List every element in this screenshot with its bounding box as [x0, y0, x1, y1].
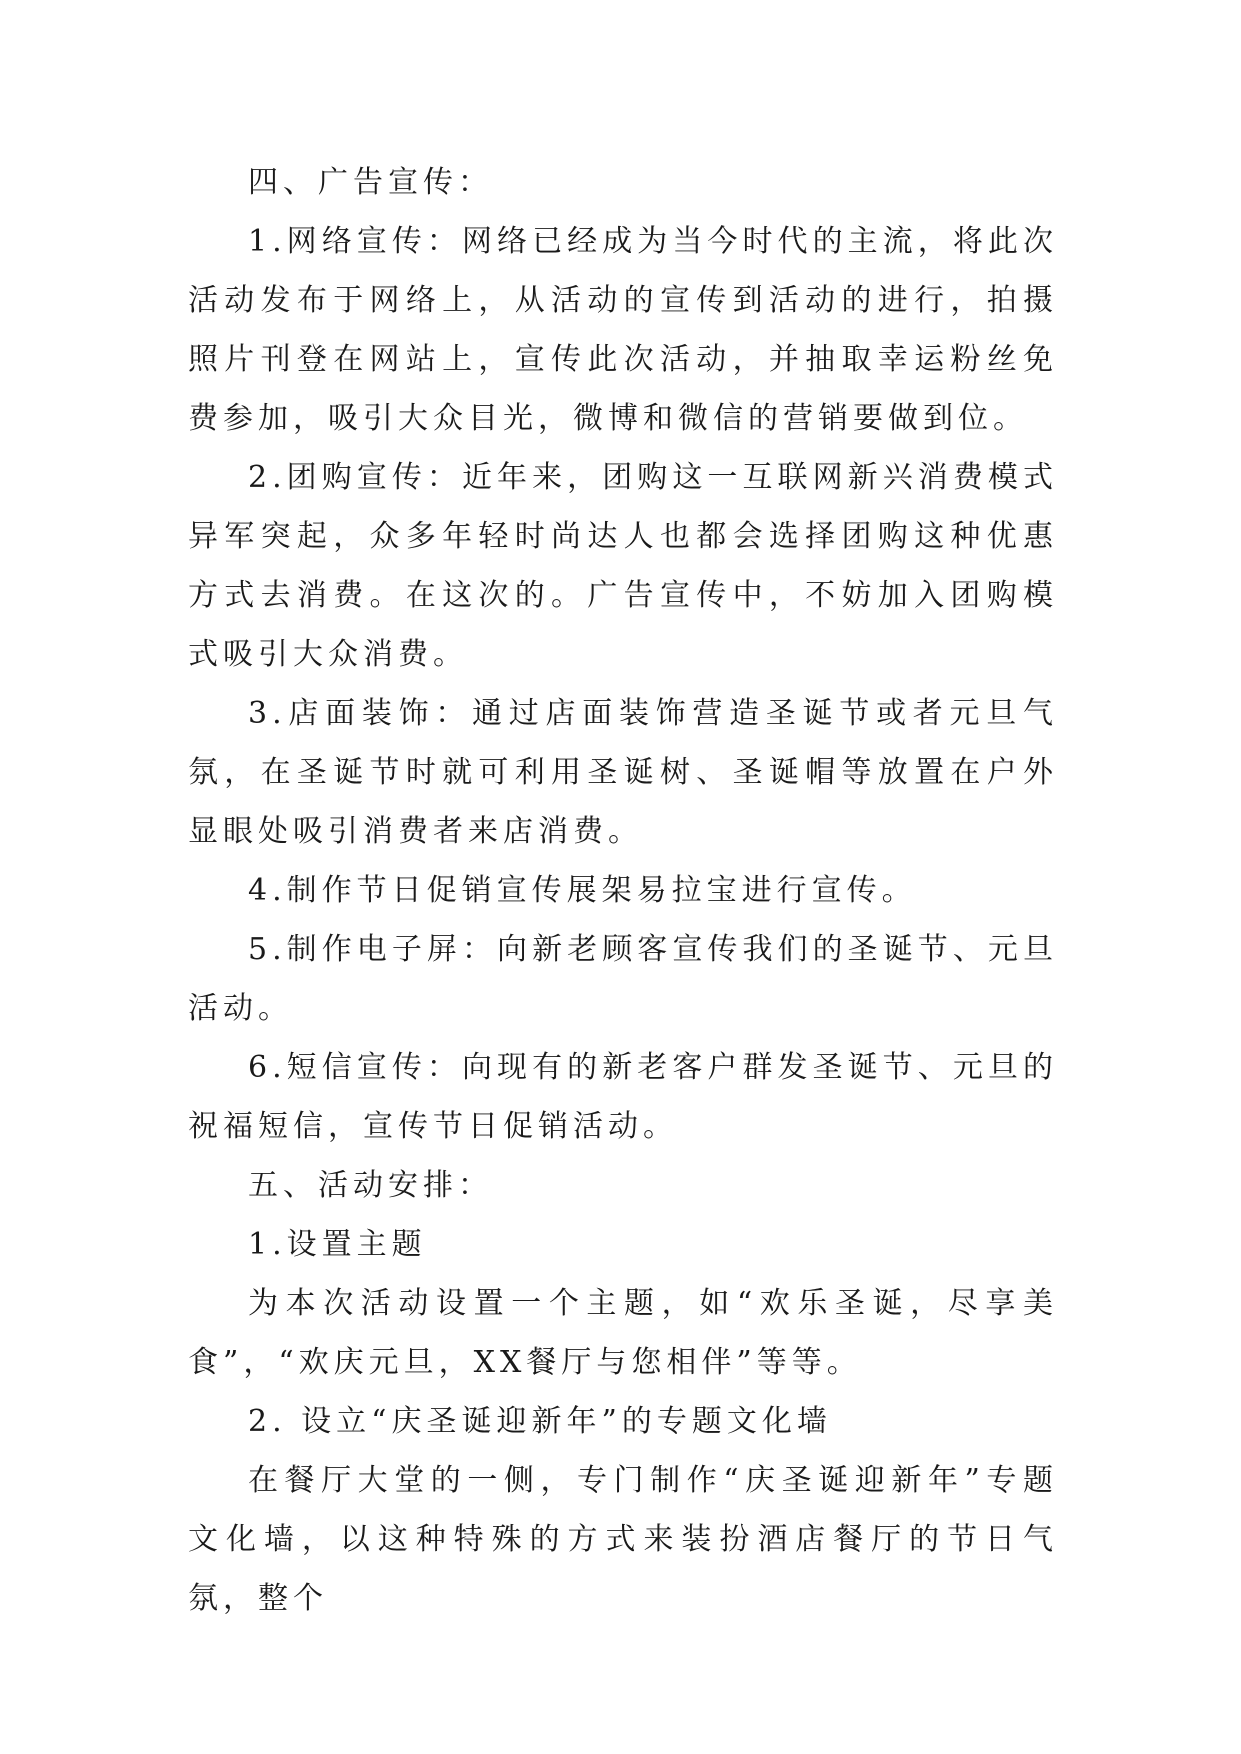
paragraph-set-theme: 1.设置主题 — [248, 1227, 427, 1262]
paragraph-sms-promotion: 6.短信宣传：向现有的新老客户群发圣诞节、元旦的祝福短信，宣传节日促销活动。 — [188, 1050, 1058, 1144]
paragraph-culture-wall: 2. 设立“庆圣诞迎新年”的专题文化墙 — [248, 1404, 832, 1439]
section-heading-advertising: 四、广告宣传： — [248, 165, 493, 200]
paragraph-online-promotion: 1.网络宣传：网络已经成为当今时代的主流，将此次活动发布于网络上，从活动的宣传到活动的进行，拍摄照片刊登在网站上，宣传此次活动，并抽取幸运粉丝免费参加，吸引大众目光，微博和微信的营销要做到位。 — [188, 224, 1058, 436]
paragraph-group-buying: 2.团购宣传：近年来，团购这一互联网新兴消费模式异军突起，众多年轻时尚达人也都会选择团购这种优惠方式去消费。在这次的。广告宣传中，不妨加入团购模式吸引大众消费。 — [188, 460, 1058, 672]
paragraph-store-decoration: 3.店面装饰：通过店面装饰营造圣诞节或者元旦气氛，在圣诞节时就可利用圣诞树、圣诞帽等放置在户外显眼处吸引消费者来店消费。 — [188, 696, 1058, 849]
paragraph-electronic-screen: 5.制作电子屏：向新老顾客宣传我们的圣诞节、元旦活动。 — [188, 932, 1058, 1026]
paragraph-display-stand: 4.制作节日促销宣传展架易拉宝进行宣传。 — [248, 873, 917, 908]
section-heading-arrangement: 五、活动安排： — [248, 1168, 493, 1203]
paragraph-theme-detail: 为本次活动设置一个主题，如“欢乐圣诞，尽享美食”，“欢庆元旦，XX餐厅与您相伴”等等。 — [188, 1286, 1058, 1380]
document-page — [188, 153, 1058, 1628]
paragraph-culture-wall-detail: 在餐厅大堂的一侧，专门制作“庆圣诞迎新年”专题文化墙，以这种特殊的方式来装扮酒店餐厅的节日气氛，整个 — [188, 1463, 1058, 1616]
